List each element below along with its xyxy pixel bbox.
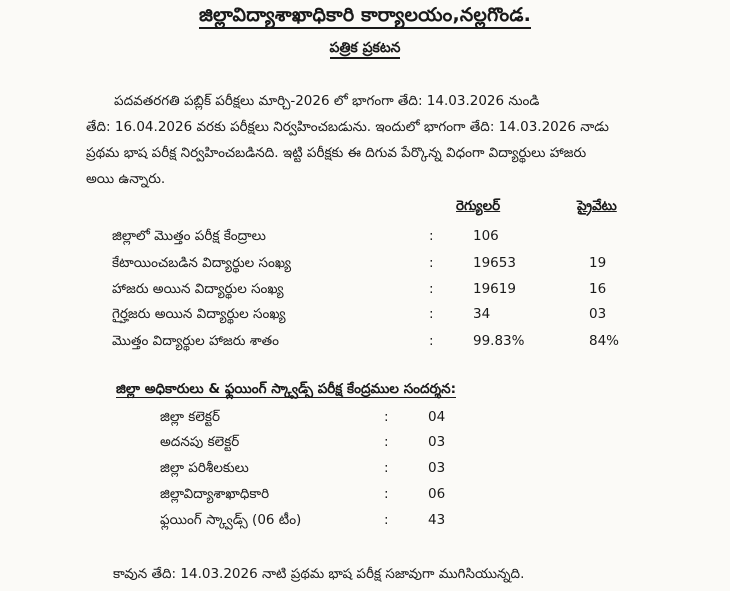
inspection-row [0,434,730,458]
row-regular-value: 99.83% [473,333,525,349]
inspection-value: 03 [428,434,446,450]
row-colon: : [429,281,434,297]
inspection-label: జిల్లా కలెక్టర్ [160,409,220,425]
row-regular-value: 34 [473,306,491,322]
row-colon: : [429,306,434,322]
inspection-colon: : [384,434,389,450]
row-colon: : [429,255,434,271]
table-row [0,306,730,330]
row-label: కేటాయించబడిన విద్యార్థుల సంఖ్య [112,255,292,271]
paragraph-line: తేది: 16.04.2026 వరకు పరీక్షలు నిర్వహించబడును. ఇందులో భాగంగా తేది: 14.03.2026 నాడు [86,119,609,135]
column-header-regular: రెగ్యులర్ [456,198,501,214]
inspection-row [0,486,730,510]
inspection-heading: జిల్లా అధికారులు & ఫ్లయింగ్ స్క్వాడ్స్ పరీక్ష కేంద్రముల సందర్శన: [116,381,457,397]
inspection-label: జిల్లా పరిశీలకులు [160,460,249,476]
table-row [0,281,730,305]
row-private-value: 16 [589,281,607,297]
inspection-row [0,512,730,536]
inspection-colon: : [384,486,389,502]
table-row [0,228,730,252]
inspection-colon: : [384,409,389,425]
paragraph-line: ప్రథమ భాష పరీక్ష నిర్వహించబడినది. ఇట్టి పరీక్షకు ఈ దిగువ పేర్కొన్న విధంగా విద్యార్థులు హాజరు [86,145,587,161]
inspection-value: 43 [428,512,446,528]
press-release-heading: పత్రిక ప్రకటన [0,40,730,59]
inspection-label: జిల్లావిద్యాశాఖాధికారి [160,486,270,502]
inspection-label: ఫ్లయింగ్ స్క్వాడ్స్ (06 టీం) [160,512,302,528]
inspection-value: 04 [428,409,446,425]
inspection-row [0,460,730,484]
inspection-colon: : [384,460,389,476]
intro-paragraph [86,88,646,192]
inspection-row [0,409,730,433]
row-regular-value: 19619 [473,281,516,297]
inspection-label: అదనపు కలెక్టర్ [160,434,240,450]
row-label: గైర్హజరు అయిన విద్యార్థుల సంఖ్య [112,306,286,322]
inspection-value: 06 [428,486,446,502]
row-label: జిల్లాలో మొత్తం పరీక్ష కేంద్రాలు [112,228,266,244]
paragraph-line: అయి ఉన్నారు. [86,171,166,187]
row-regular-value: 19653 [473,255,516,271]
table-row [0,333,730,357]
row-private-value: 19 [589,255,607,271]
column-header-private: ప్రైవేటు [577,198,617,214]
row-label: హాజరు అయిన విద్యార్థుల సంఖ్య [112,281,284,297]
closing-statement: కావున తేది: 14.03.2026 నాటి ప్రథమ భాష పరీక్ష సజావుగా ముగిసియున్నది. [113,566,525,582]
inspection-value: 03 [428,460,446,476]
row-colon: : [429,333,434,349]
row-colon: : [429,228,434,244]
inspection-colon: : [384,512,389,528]
office-title: జిల్లావిద్యాశాఖాధికారి కార్యాలయం,నల్లగొండ. [0,4,730,31]
table-row [0,255,730,279]
row-private-value: 84% [589,333,620,349]
row-private-value: 03 [589,306,607,322]
paragraph-line: పదవతరగతి పబ్లిక్ పరీక్షలు మార్చి-2026 లో భాగంగా తేది: 14.03.2026 నుండి [114,93,540,109]
row-label: మొత్తం విద్యార్థుల హాజరు శాతం [112,333,279,349]
row-regular-value: 106 [473,228,499,244]
